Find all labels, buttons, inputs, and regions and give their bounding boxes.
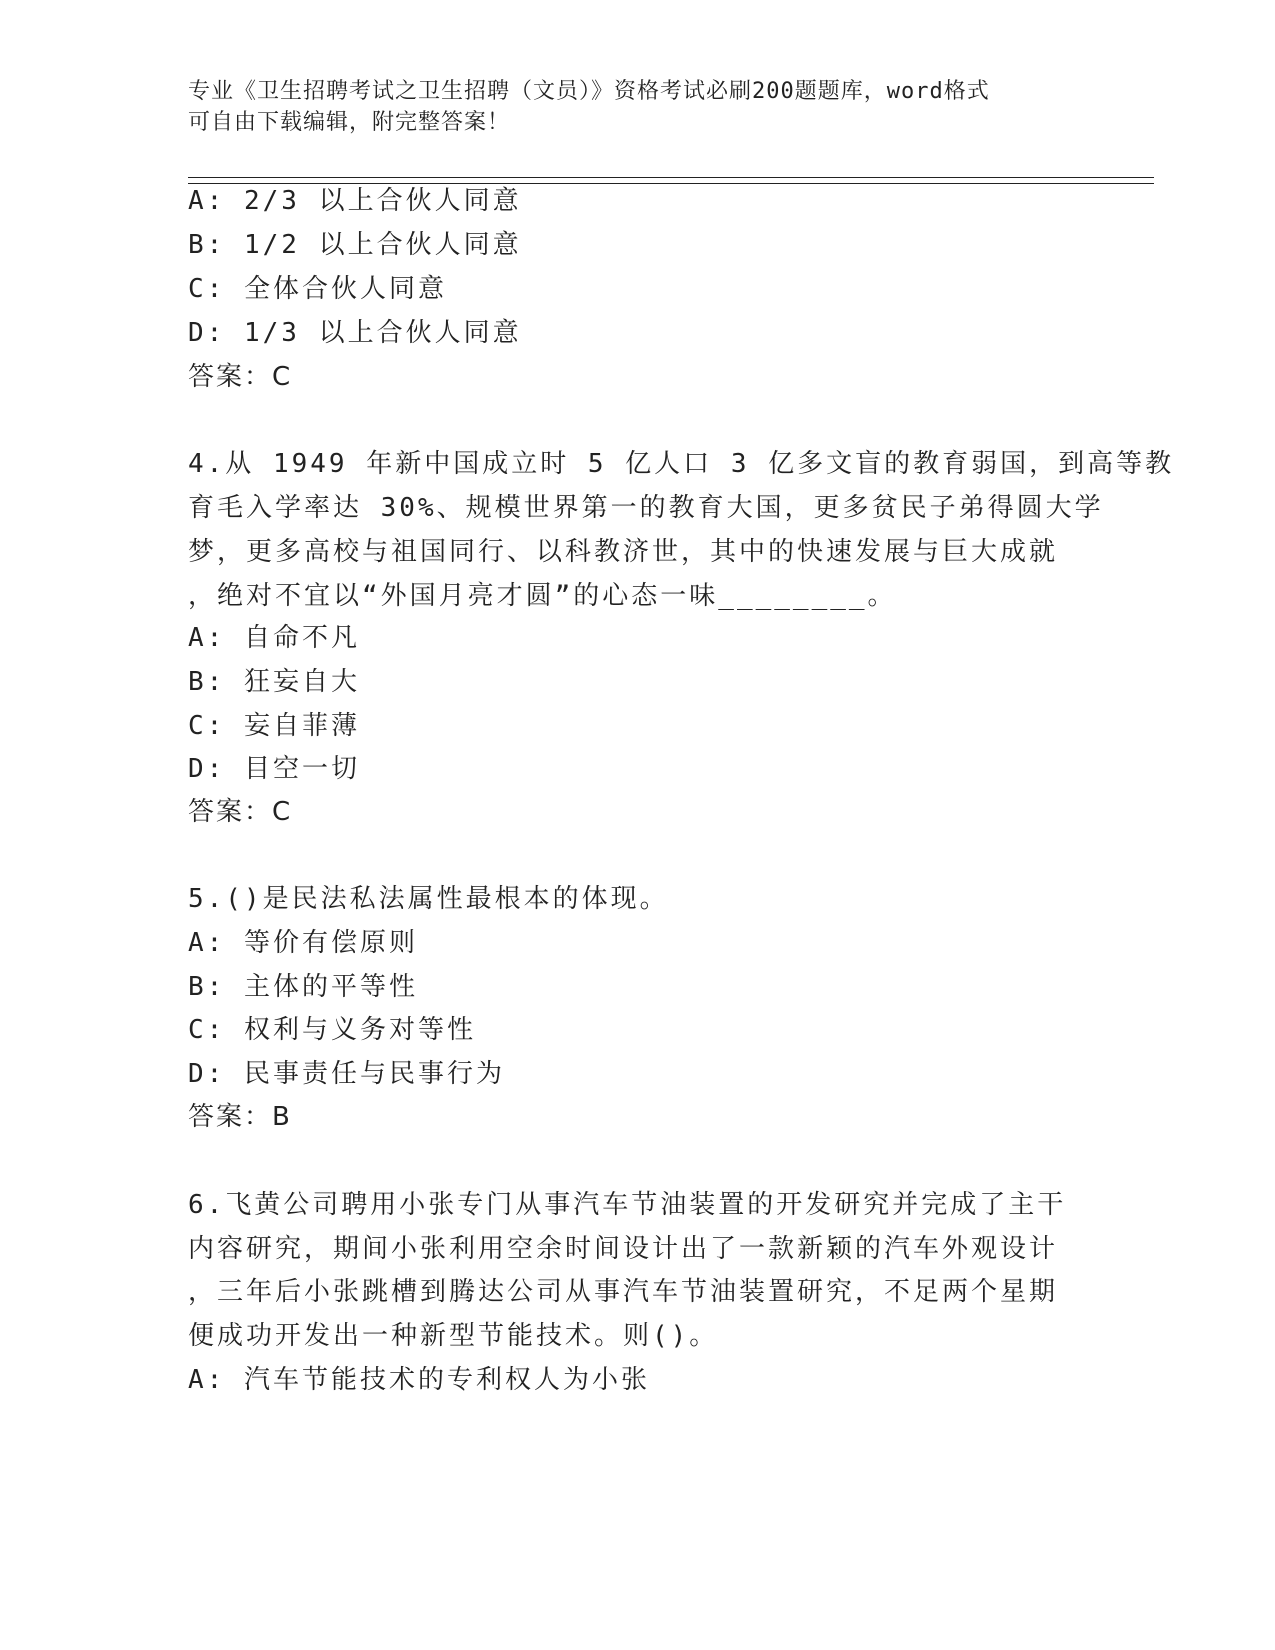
q3-option-a: A: 2/3 以上合伙人同意 — [188, 186, 522, 216]
q4-answer: 答案：C — [188, 797, 293, 827]
q4-option-a: A: 自命不凡 — [188, 623, 360, 653]
q4-option-c: C: 妄自菲薄 — [188, 711, 360, 741]
q4-stem-line-1: 4.从 1949 年新中国成立时 5 亿人口 3 亿多文盲的教育弱国，到高等教 — [188, 449, 1175, 479]
q3-option-d: D: 1/3 以上合伙人同意 — [188, 318, 522, 348]
q5-stem-line-1: 5.()是民法私法属性最根本的体现。 — [188, 884, 669, 914]
q5-answer: 答案：B — [188, 1102, 292, 1132]
q4-option-b: B: 狂妄自大 — [188, 667, 360, 697]
q4-stem-line-3: 梦，更多高校与祖国同行、以科教济世，其中的快速发展与巨大成就 — [188, 537, 1059, 567]
header-rule-top — [188, 177, 1154, 178]
q3-answer: 答案：C — [188, 362, 293, 392]
q4-stem-line-4: ，绝对不宜以“外国月亮才圆”的心态一味________。 — [188, 581, 897, 611]
q3-option-b: B: 1/2 以上合伙人同意 — [188, 230, 522, 260]
q6-stem-line-4: 便成功开发出一种新型节能技术。则()。 — [188, 1321, 719, 1351]
q6-stem-line-1: 6.飞黄公司聘用小张专门从事汽车节油装置的开发研究并完成了主干 — [188, 1190, 1067, 1220]
header-line-1: 专业《卫生招聘考试之卫生招聘（文员）》资格考试必刷200题题库，word格式 — [188, 79, 990, 104]
q4-option-d: D: 目空一切 — [188, 754, 360, 784]
q3-option-c: C: 全体合伙人同意 — [188, 274, 447, 304]
q5-option-b: B: 主体的平等性 — [188, 972, 418, 1002]
document-header — [188, 76, 1088, 138]
q6-option-a: A: 汽车节能技术的专利权人为小张 — [188, 1365, 650, 1395]
q6-stem-line-3: ，三年后小张跳槽到腾达公司从事汽车节油装置研究，不足两个星期 — [188, 1277, 1059, 1307]
header-line-2: 可自由下载编辑，附完整答案！ — [188, 110, 511, 135]
q5-option-a: A: 等价有偿原则 — [188, 928, 418, 958]
q6-stem-line-2: 内容研究，期间小张利用空余时间设计出了一款新颖的汽车外观设计 — [188, 1234, 1059, 1264]
q4-stem-line-2: 育毛入学率达 30%、规模世界第一的教育大国，更多贫民子弟得圆大学 — [188, 493, 1104, 523]
q5-option-c: C: 权利与义务对等性 — [188, 1015, 476, 1045]
q5-option-d: D: 民事责任与民事行为 — [188, 1059, 505, 1089]
